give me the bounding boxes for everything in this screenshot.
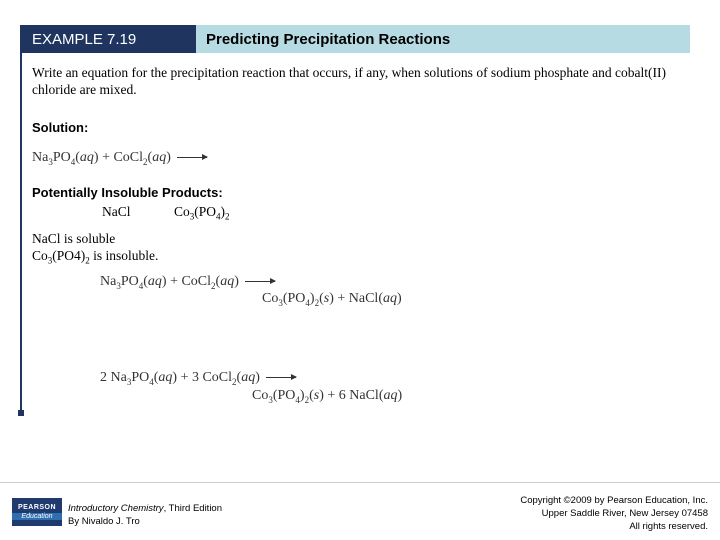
product-cobalt-phosphate: $Co_3(PO_4)_2$ xyxy=(174,204,230,222)
copyright-notice: Copyright ©2009 by Pearson Education, Inc. Upper Saddle River, New Jersey 07458 All rights reserved. xyxy=(520,495,708,532)
note-nacl-soluble: NaCl is soluble xyxy=(32,231,116,246)
left-accent-dot xyxy=(18,410,24,416)
product-nacl: NaCl xyxy=(102,204,131,219)
arrow-icon xyxy=(245,281,275,282)
equation-balanced-reactants: 2 $Na_3PO_4(aq) + 3$ CoCl$_2$(aq) xyxy=(100,370,302,387)
equation-unbalanced-reactants: $Na_3PO_4(aq)$ + CoCl$_2$(aq) xyxy=(100,274,281,291)
footer-divider xyxy=(0,482,720,483)
products-label: Potentially Insoluble Products: xyxy=(32,185,223,200)
equation-balanced-products: $Co_3(PO_4)_2(s) + 6$ NaCl(aq) xyxy=(252,388,403,405)
solution-label: Solution: xyxy=(32,120,89,135)
slide-title: Predicting Precipitation Reactions xyxy=(196,25,690,53)
equation-reactants: $Na_3PO_4(aq)$ + CoCl$_2$(aq) xyxy=(32,150,213,167)
note-cobalt-phosphate-insoluble: $Co_3(PO4)_2$ is insoluble. xyxy=(32,248,159,266)
equation-unbalanced-products: $Co_3(PO_4)_2(s)$ + NaCl(aq) xyxy=(262,291,402,308)
problem-statement: Write an equation for the precipitation reaction that occurs, if any, when solutions of sodium phosphate and cobalt(II) chloride are mixed. xyxy=(32,65,667,97)
arrow-icon xyxy=(266,377,296,378)
book-citation: Introductory Chemistry, Third Edition By Nivaldo J. Tro xyxy=(68,503,223,527)
left-accent-line xyxy=(20,53,22,413)
arrow-icon xyxy=(177,157,207,158)
example-label: EXAMPLE 7.19 xyxy=(20,25,196,53)
pearson-logo: PEARSON Education xyxy=(12,498,62,526)
